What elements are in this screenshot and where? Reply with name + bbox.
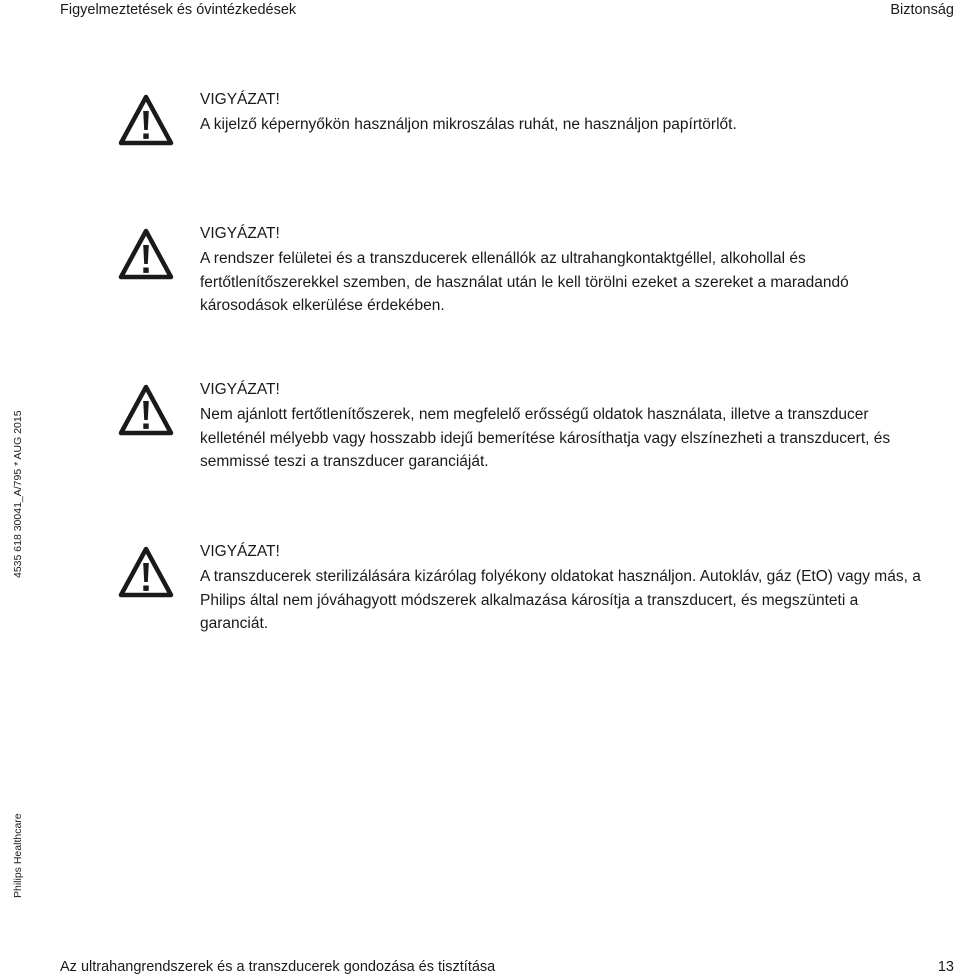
warning-text: A rendszer felületei és a transzducerek ellenállók az ultrahangkontaktgéllel, alkohollal és fertőtlenítőszerekkel szemben, de használat után le kell törölni ezeket a szereket a maradandó károsodások elkerülése érdekében. (200, 250, 849, 314)
warning-heading: VIGYÁZAT! (200, 381, 280, 398)
warning-text: A kijelző képernyőkön használjon mikroszálas ruhát, ne használjon papírtörlőt. (200, 116, 737, 133)
warning-heading: VIGYÁZAT! (200, 543, 280, 560)
running-footer (60, 957, 954, 977)
warning-text: A transzducerek sterilizálására kizárólag folyékony oldatokat használjon. Autokláv, gáz (EtO) vagy más, a Philips által nem jóváhagyott módszerek alkalmazása károsítja a transzducert, és megszünteti a garanciát. (200, 568, 921, 632)
side-company-name: Philips Healthcare (12, 813, 24, 898)
warning-heading: VIGYÁZAT! (200, 91, 280, 108)
header-section-title: Figyelmeztetések és óvintézkedések (60, 2, 297, 18)
footer-title: Az ultrahangrendszerek és a transzducerek gondozása és tisztítása (60, 959, 496, 975)
warning-triangle-icon (118, 94, 174, 146)
page-number: 13 (937, 959, 954, 975)
running-header (60, 0, 954, 20)
warning-heading: VIGYÁZAT! (200, 225, 280, 242)
header-chapter-title: Biztonság (890, 2, 954, 18)
warning-triangle-icon (118, 228, 174, 280)
warning-triangle-icon (118, 546, 174, 598)
side-document-id: 4535 618 30041_A/795 * AUG 2015 (12, 410, 24, 578)
warning-text: Nem ajánlott fertőtlenítőszerek, nem megfelelő erősségű oldatok használata, illetve a transzducer kelleténél mélyebb vagy hosszabb idejű bemerítése károsíthatja vagy elszínezheti a transzducert, és semmissé teszi a transzducer garanciáját. (200, 406, 891, 470)
warning-triangle-icon (118, 384, 174, 436)
